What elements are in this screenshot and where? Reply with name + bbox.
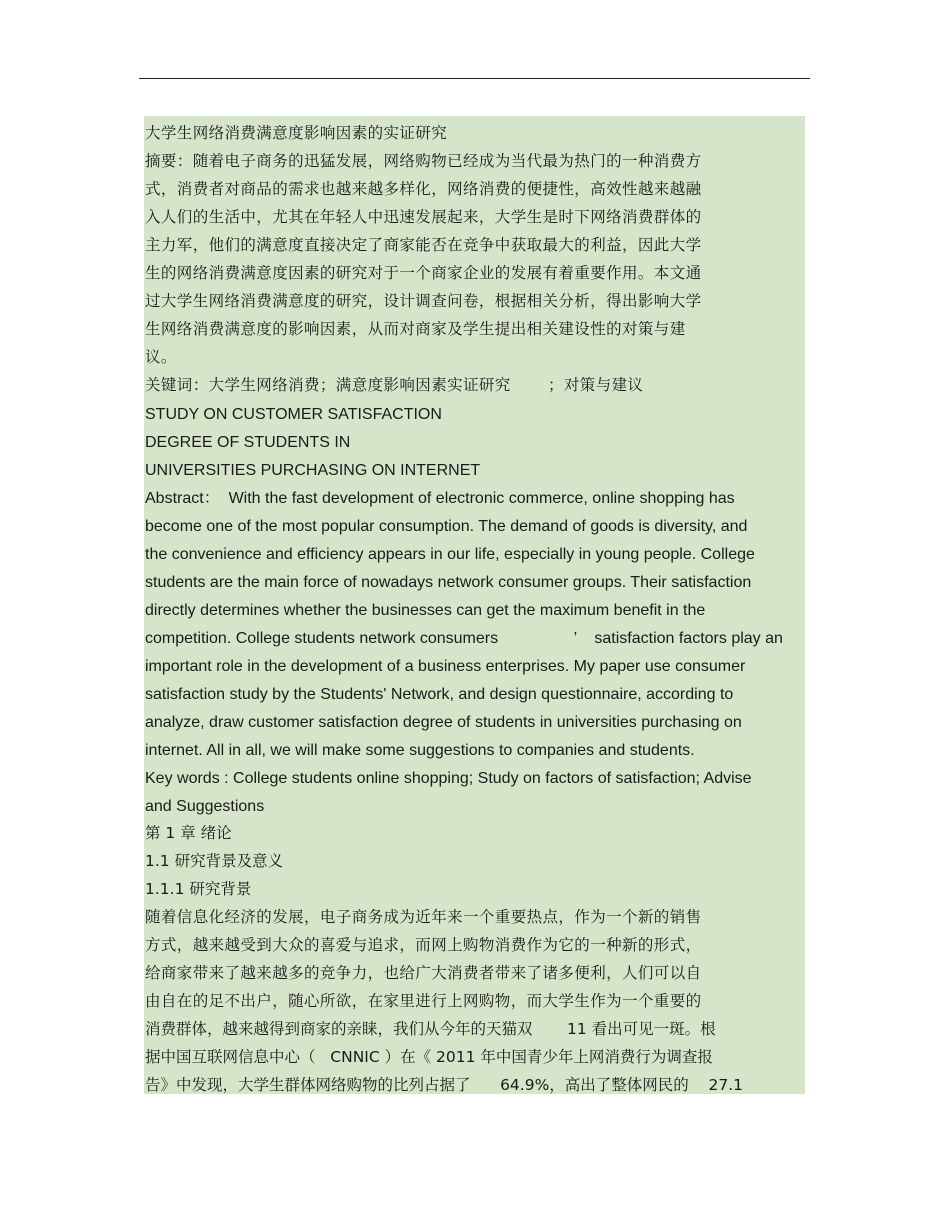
body-paragraph-line: 由自在的足不出户，随心所欲，在家里进行上网购物，而大学生作为一个重要的 [145,992,702,1010]
abstract-en-line: the convenience and efficiency appears in our life, especially in young people. College [145,546,755,563]
subsection-heading: 1.1.1 研究背景 [145,880,252,898]
body-paragraph-line: 据中国互联网信息中心（ CNNIC ）在《 2011 年中国青少年上网消费行为调查报 [145,1048,713,1066]
abstract-cn-line: 过大学生网络消费满意度的研究，设计调查问卷，根据相关分析，得出影响大学 [145,292,702,310]
abstract-en-line: directly determines whether the businesses can get the maximum benefit in the [145,602,706,619]
abstract-cn-line: 摘要：随着电子商务的迅猛发展，网络购物已经成为当代最为热门的一种消费方 [145,152,702,170]
english-title-line: STUDY ON CUSTOMER SATISFACTION [145,406,442,423]
keywords-en: Key words : College students online shopping; Study on factors of satisfaction; Advise [145,770,752,787]
body-paragraph-line: 方式，越来越受到大众的喜爱与追求，而网上购物消费作为它的一种新的形式， [145,936,702,954]
abstract-cn-line: 生的网络消费满意度因素的研究对于一个商家企业的发展有着重要作用。本文通 [145,264,702,282]
abstract-en-line: become one of the most popular consumption. The demand of goods is diversity, and [145,518,748,535]
abstract-en-line: competition. College students network consumers ’ satisfaction factors play an [145,630,783,647]
abstract-cn-line: 生网络消费满意度的影响因素，从而对商家及学生提出相关建设性的对策与建 [145,320,686,338]
abstract-cn-line: 入人们的生活中，尤其在年轻人中迅速发展起来，大学生是时下网络消费群体的 [145,208,702,226]
chapter-heading: 第 1 章 绪论 [145,824,232,842]
document-title: 大学生网络消费满意度影响因素的实证研究 [145,124,448,142]
header-rule [139,78,810,79]
section-heading: 1.1 研究背景及意义 [145,852,284,870]
english-title-line: UNIVERSITIES PURCHASING ON INTERNET [145,462,481,479]
body-paragraph-line: 消费群体，越来越得到商家的亲睐，我们从今年的天猫双 11 看出可见一斑。根 [145,1020,716,1038]
abstract-en-line: Abstract： With the fast development of electronic commerce, online shopping has [145,490,735,507]
abstract-cn-line: 式，消费者对商品的需求也越来越多样化，网络消费的便捷性，高效性越来越融 [145,180,702,198]
abstract-en-line: internet. All in all, we will make some suggestions to companies and students. [145,742,695,759]
body-paragraph-line: 给商家带来了越来越多的竞争力，也给广大消费者带来了诸多便利，人们可以自 [145,964,702,982]
abstract-cn-line: 主力军，他们的满意度直接决定了商家能否在竞争中获取最大的利益，因此大学 [145,236,702,254]
body-paragraph-line: 告》中发现，大学生群体网络购物的比列占据了 64.9%，高出了整体网民的 27.1 [145,1076,744,1094]
abstract-cn-line: 议。 [145,348,177,366]
abstract-en-line: analyze, draw customer satisfaction degree of students in universities purchasing on [145,714,742,731]
abstract-en-line: important role in the development of a business enterprises. My paper use consumer [145,658,746,675]
english-title-line: DEGREE OF STUDENTS IN [145,434,351,451]
keywords-cn: 关键词：大学生网络消费；满意度影响因素实证研究 ；对策与建议 [145,376,644,394]
keywords-en: and Suggestions [145,798,265,815]
body-paragraph-line: 随着信息化经济的发展，电子商务成为近年来一个重要热点，作为一个新的销售 [145,908,702,926]
abstract-en-line: satisfaction study by the Students' Network, and design questionnaire, according to [145,686,734,703]
abstract-en-line: students are the main force of nowadays network consumer groups. Their satisfaction [145,574,752,591]
